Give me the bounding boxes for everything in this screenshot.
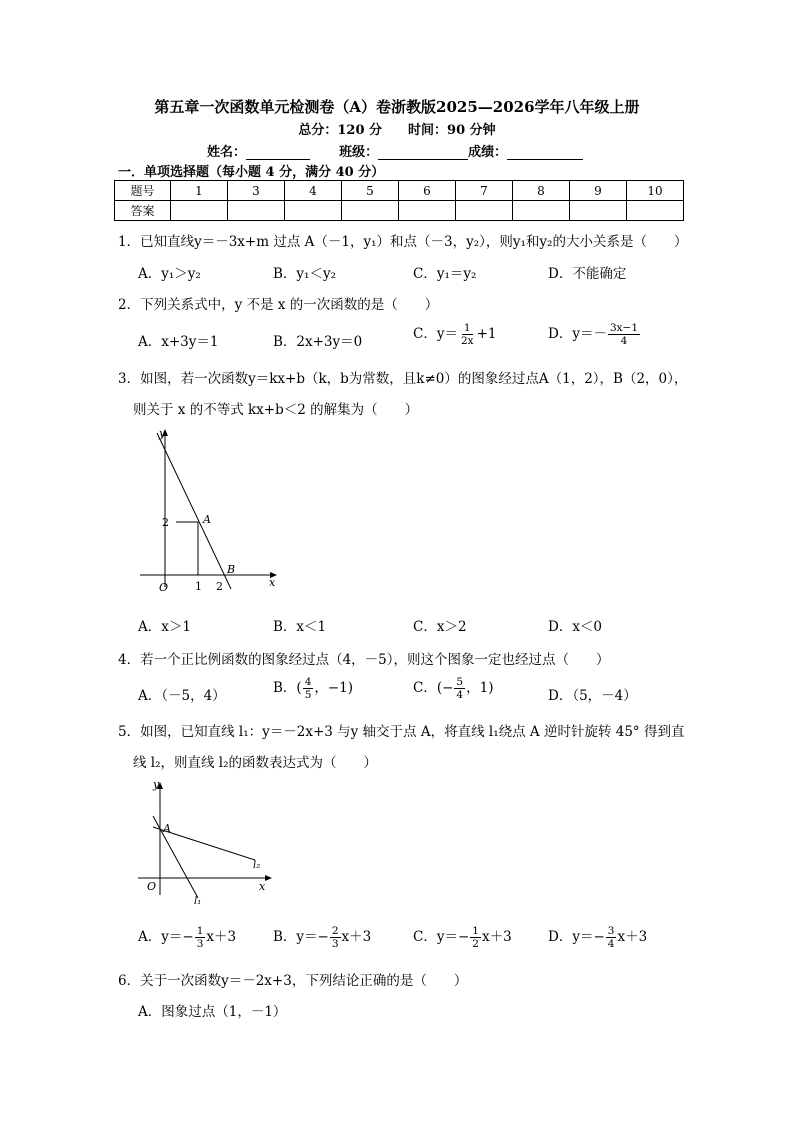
q1-option-c[interactable]: C．y₁＝y₂ bbox=[413, 266, 477, 282]
answer-cell[interactable] bbox=[399, 201, 456, 221]
tick-label-x2: 2 bbox=[216, 580, 223, 593]
question-1-stem: 1．已知直线y＝－3x+m 过点 A（－1，y₁）和点（－3，y₂），则y₁和y₂的大小关系是（ ） bbox=[118, 234, 688, 250]
x-axis-arrow bbox=[265, 875, 272, 881]
table-cell: 4 bbox=[285, 181, 342, 201]
q5-option-d[interactable]: D．y＝− $\frac{3}{4}$ x＋3 bbox=[548, 925, 648, 950]
q3-option-b[interactable]: B．x＜1 bbox=[273, 619, 327, 635]
q2-option-d[interactable] bbox=[548, 322, 641, 347]
grade-label: 成绩： bbox=[468, 145, 508, 160]
y-axis-label: y bbox=[159, 427, 166, 440]
q5-option-c-label: C．y＝− bbox=[413, 929, 470, 945]
answer-cell[interactable] bbox=[570, 201, 627, 221]
x-axis-label: x bbox=[259, 880, 266, 893]
answer-cell[interactable] bbox=[228, 201, 285, 221]
question-3-stem-line1: 3．如图，若一次函数y＝kx+b（k，b为常数，且k≠0）的图象经过点A（1，2），B（2，0）， bbox=[118, 371, 688, 387]
q5-option-b[interactable]: B．y＝− $\frac{2}{3}$ x＋3 bbox=[273, 925, 372, 950]
q5-option-a[interactable]: A．y＝− $\frac{1}{3}$ x＋3 bbox=[138, 925, 237, 950]
question-5-stem-line2: 线 l₂，则直线 l₂的函数表达式为（ ） bbox=[133, 755, 378, 771]
table-cell: 5 bbox=[342, 181, 399, 201]
point-b-label: B bbox=[227, 563, 236, 576]
fraction: $\frac{1}{2x}$ bbox=[460, 322, 474, 347]
name-label: 姓名： bbox=[207, 145, 247, 160]
table-row bbox=[115, 201, 684, 221]
name-blank[interactable] bbox=[246, 145, 310, 160]
answer-cell[interactable] bbox=[342, 201, 399, 221]
section-title: 一．单项选择题（每小题 4 分，满分 40 分） bbox=[118, 165, 385, 180]
q2-option-c[interactable]: C．y＝ $\frac{1}{2x}$ +1 bbox=[413, 322, 497, 347]
x-axis-label: x bbox=[269, 576, 276, 589]
answer-cell[interactable] bbox=[627, 201, 684, 221]
q5-option-b-label: B．y＝− bbox=[273, 929, 329, 945]
table-row bbox=[115, 181, 684, 201]
q1-option-b[interactable]: B．y₁＜y₂ bbox=[273, 266, 336, 282]
fraction: $\frac{2}{3}$ bbox=[331, 925, 339, 950]
origin-label: O bbox=[159, 581, 169, 594]
fraction: $\frac{3x-1}{4}$ bbox=[609, 322, 639, 347]
q4-option-b[interactable]: B．( $\frac{4}{5}$ ，−1) bbox=[273, 676, 354, 701]
answer-cell[interactable] bbox=[285, 201, 342, 221]
q4-option-b-label: B．( bbox=[273, 680, 302, 696]
table-cell: 3 bbox=[228, 181, 285, 201]
grade-blank[interactable] bbox=[507, 145, 583, 160]
fraction: $\frac{1}{3}$ bbox=[196, 925, 204, 950]
table-cell: 10 bbox=[627, 181, 684, 201]
q2-option-c-label: C．y＝ bbox=[413, 326, 458, 342]
table-cell: 7 bbox=[456, 181, 513, 201]
q4-option-d[interactable]: D．（5，－4） bbox=[548, 688, 637, 704]
line-l1-label: l₁ bbox=[194, 896, 202, 907]
table-cell: 9 bbox=[570, 181, 627, 201]
table-cell: 8 bbox=[513, 181, 570, 201]
student-info-line bbox=[207, 141, 583, 160]
answer-cell[interactable] bbox=[171, 201, 228, 221]
y-axis-label: y bbox=[153, 780, 160, 791]
q4-option-c[interactable]: C．(− $\frac{5}{4}$ ，1) bbox=[413, 676, 494, 701]
tick-label-x1: 1 bbox=[195, 580, 202, 593]
row-label: 题号 bbox=[115, 181, 171, 201]
class-label: 班级： bbox=[339, 145, 379, 160]
fraction: $\frac{3}{4}$ bbox=[607, 925, 615, 950]
row-label: 答案 bbox=[115, 201, 171, 221]
question-5-stem-line1: 5．如图，已知直线 l₁：y＝－2x+3 与y 轴交于点 A，将直线 l₁绕点 A 逆时针旋转 45° 得到直 bbox=[118, 724, 685, 740]
q3-option-a[interactable]: A．x＞1 bbox=[138, 619, 191, 635]
q2-option-d-label: D．y＝－ bbox=[548, 326, 607, 342]
origin-label: O bbox=[147, 880, 157, 893]
q5-option-c[interactable]: C．y＝− $\frac{1}{2}$ x＋3 bbox=[413, 925, 512, 950]
q3-option-d[interactable]: D．x＜0 bbox=[548, 619, 603, 635]
class-blank[interactable] bbox=[378, 145, 468, 160]
answer-cell[interactable] bbox=[513, 201, 570, 221]
q1-option-a[interactable]: A．y₁＞y₂ bbox=[138, 266, 201, 282]
tick-label-y2: 2 bbox=[162, 516, 169, 529]
question-6-stem: 6．关于一次函数y＝－2x+3，下列结论正确的是（ ） bbox=[118, 973, 468, 989]
question-4-stem: 4．若一个正比例函数的图象经过点（4，－5），则这个图象一定也经过点（ ） bbox=[118, 652, 610, 668]
function-line bbox=[157, 433, 231, 589]
q3-figure bbox=[135, 425, 285, 600]
question-2-stem: 2．下列关系式中，y 不是 x 的一次函数的是（ ） bbox=[118, 297, 439, 313]
fraction: $\frac{5}{4}$ bbox=[456, 676, 464, 701]
q4-option-c-label: C．(− bbox=[413, 680, 454, 696]
line-l2-label: l₂ bbox=[253, 860, 261, 871]
q5-figure bbox=[133, 780, 278, 910]
q6-option-a[interactable]: A．图象过点（1，－1） bbox=[138, 1004, 287, 1020]
paper-title: 第五章一次函数单元检测卷（A）卷浙教版2025—2026学年八年级上册 bbox=[154, 98, 640, 116]
answer-table bbox=[114, 180, 684, 221]
table-cell: 1 bbox=[171, 181, 228, 201]
q5-option-a-label: A．y＝− bbox=[138, 929, 194, 945]
point-a-label: A bbox=[163, 822, 171, 835]
point-a-label: A bbox=[203, 513, 211, 526]
answer-cell[interactable] bbox=[456, 201, 513, 221]
table-cell: 6 bbox=[399, 181, 456, 201]
q3-option-c[interactable]: C．x＞2 bbox=[413, 619, 467, 635]
fraction: $\frac{1}{2}$ bbox=[472, 925, 479, 950]
score-time: 总分：120 分 时间：90 分钟 bbox=[298, 123, 496, 138]
question-3-stem-line2: 则关于 x 的不等式 kx+b＜2 的解集为（ ） bbox=[133, 402, 419, 418]
q1-option-d[interactable]: D．不能确定 bbox=[548, 266, 627, 282]
q5-option-d-label: D．y＝− bbox=[548, 929, 605, 945]
q2-option-a[interactable]: A．x+3y＝1 bbox=[138, 334, 219, 350]
fraction: $\frac{4}{5}$ bbox=[304, 676, 312, 701]
q2-option-b[interactable]: B．2x+3y＝0 bbox=[273, 334, 363, 350]
q4-option-a[interactable]: A．（－5，4） bbox=[138, 688, 226, 704]
